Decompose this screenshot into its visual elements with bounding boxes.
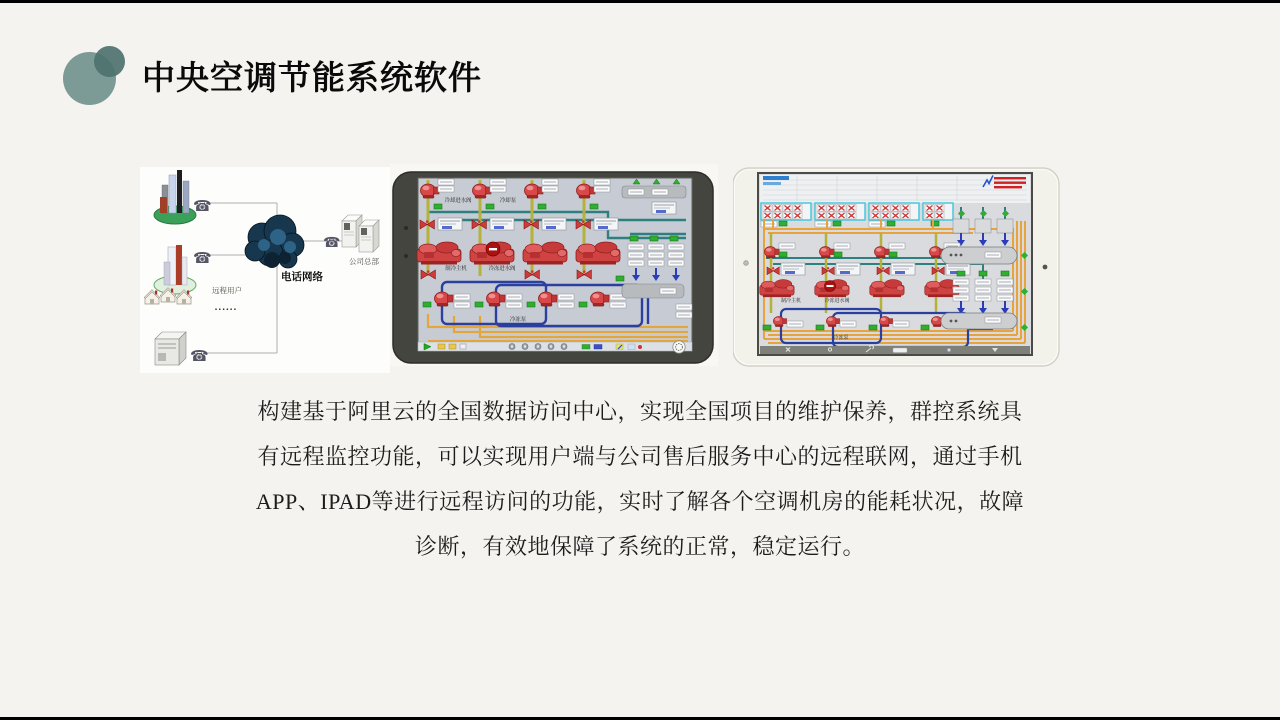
tablet-photo: [733, 163, 1063, 373]
buildings-icon-1: [154, 170, 196, 224]
phone-icon: ☎: [190, 348, 209, 365]
headquarters-servers-icon: [342, 215, 379, 252]
server-box-icon: [155, 332, 186, 365]
phone-icon: ☎: [323, 234, 341, 250]
body-line-2: 有远程监控功能，可以实现用户端与公司售后服务中心的远程联网，通过手机: [257, 444, 1023, 469]
tablet-home-button[interactable]: [1043, 265, 1048, 270]
gear-icon[interactable]: [535, 344, 541, 350]
red-text-line: [994, 177, 1026, 179]
body-line-1: 构建基于阿里云的全国数据访问中心，实现全国项目的维护保养，群控系统具: [257, 399, 1023, 424]
chilled-pump-label: 冷冻泵: [833, 335, 849, 341]
app-logo-badge: [673, 341, 685, 353]
folder-icon[interactable]: [438, 344, 445, 349]
tablet-camera-dot: [744, 261, 749, 266]
smartphone-scada-svg: [390, 164, 718, 366]
houses-icon: [144, 288, 192, 305]
gear-icon[interactable]: [522, 344, 528, 350]
phone-icon: ☎: [193, 198, 212, 215]
teal-distribution-pipes: [953, 207, 1013, 246]
body-paragraph: [110, 389, 1170, 569]
ellipsis-label: ......: [214, 302, 238, 313]
body-line-3: APP、IPAD等进行远程访问的功能，实时了解各个空调机房的能耗状况，故障: [255, 489, 1025, 514]
logo-placeholder-2: [763, 182, 781, 185]
gear-icon[interactable]: [561, 344, 567, 350]
network-topology-image: [140, 167, 390, 373]
gear-icon[interactable]: [946, 347, 951, 352]
alarm-bar: [489, 248, 497, 250]
decorative-circle-small: [94, 46, 125, 77]
phone-screen: [417, 178, 692, 353]
page-title: 中央空调节能系统软件: [142, 58, 482, 97]
chilled-pump-label: 冷冻泵: [509, 317, 527, 323]
chilled-inlet-valve-label: 冷冻进水阀: [488, 266, 516, 272]
red-text-line: [994, 186, 1022, 188]
blue-tool-icon[interactable]: [594, 345, 602, 350]
document-icon[interactable]: [460, 344, 466, 349]
folder-icon[interactable]: [449, 344, 456, 349]
status-badge: [893, 348, 907, 353]
phone-icon: ☎: [193, 250, 212, 267]
buildings-icon-2: [154, 245, 196, 294]
chiller-unit-label: 制冷主机: [780, 298, 802, 304]
screen-header: [760, 175, 1030, 203]
logo-placeholder: [763, 176, 789, 180]
cooling-pump-label: 冷却泵: [499, 198, 517, 204]
alarm-bar: [827, 285, 834, 287]
tool-icon[interactable]: [628, 344, 635, 350]
chiller-unit-label: 制冷主机: [445, 266, 467, 272]
telephone-network-cloud-icon: [245, 215, 304, 268]
green-tool-icon[interactable]: [582, 345, 590, 350]
phone-network-label: 电话网络: [281, 271, 323, 283]
network-topology-svg: [140, 167, 390, 373]
gear-icon[interactable]: [509, 344, 515, 350]
record-icon[interactable]: [638, 345, 642, 349]
red-text-line: [994, 182, 1026, 184]
phone-camera-dot: [404, 226, 408, 230]
phone-sensor-dot: [404, 254, 408, 258]
gear-icon[interactable]: [548, 344, 554, 350]
remote-users-label: 远程用户: [212, 286, 242, 295]
cooling-inlet-valve-label: 冷却进水阀: [444, 198, 472, 204]
tablet-screen: [758, 173, 1032, 355]
body-line-4: 诊断，有效地保障了系统的正常，稳定运行。: [414, 534, 865, 559]
smartphone-photo: [390, 164, 718, 366]
tablet-scada-svg: [733, 163, 1063, 373]
tablet-toolbar: [760, 345, 1030, 354]
headquarters-label: 公司总部: [349, 257, 379, 266]
chilled-inlet-valve-label: 冷冻进水阀: [824, 298, 850, 304]
top-border-bar: [0, 0, 1280, 3]
